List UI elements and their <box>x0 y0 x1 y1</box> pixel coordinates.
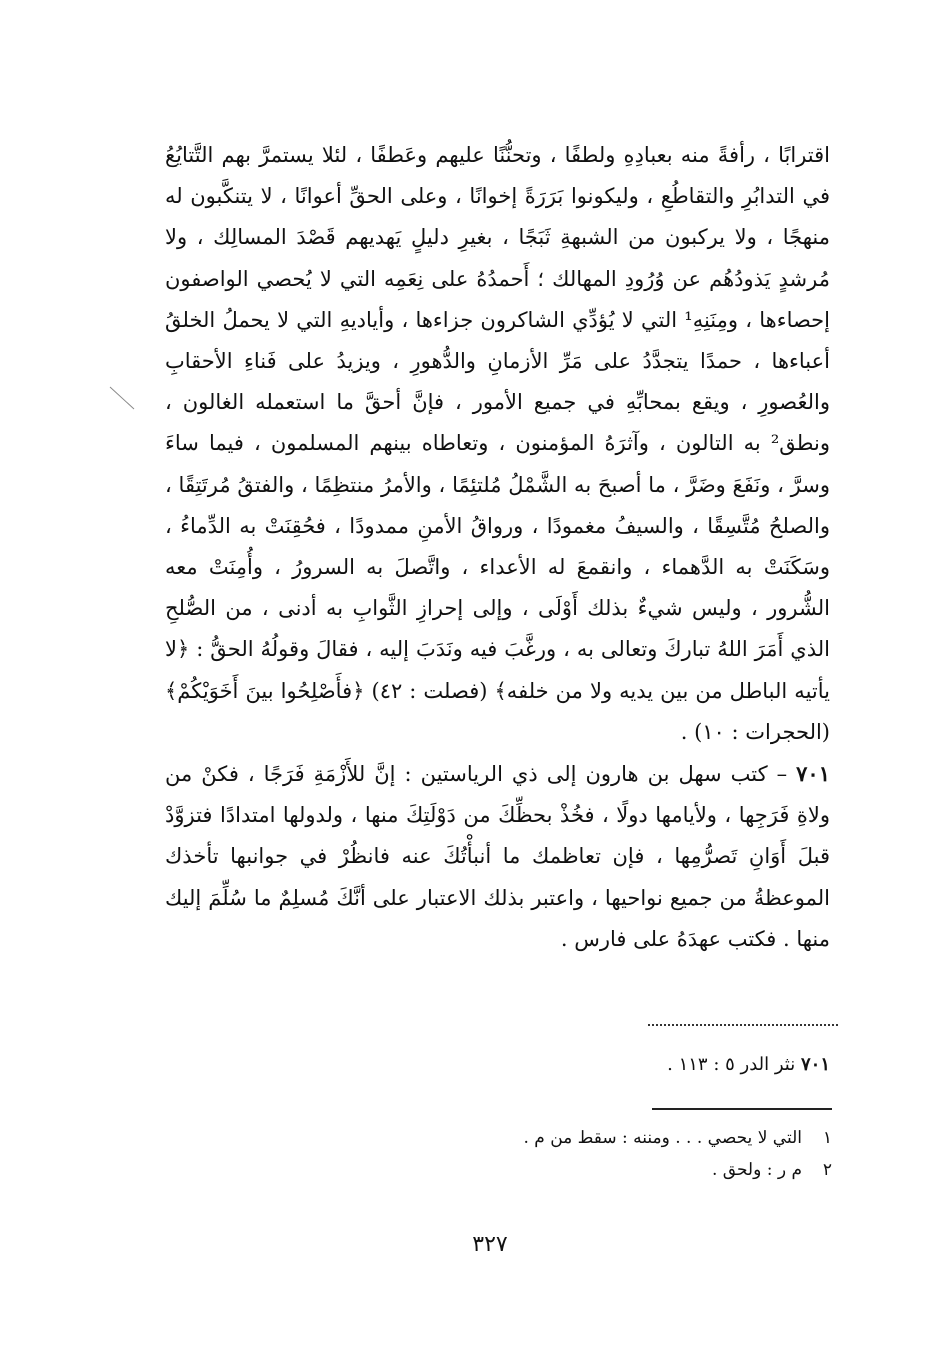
source-note <box>560 1050 830 1080</box>
footnote-text: م ر : ولحق . <box>711 1160 802 1180</box>
dotted-separator <box>648 1024 838 1026</box>
scan-mark <box>108 385 136 413</box>
footnote-2 <box>430 1154 832 1186</box>
footnote-1 <box>430 1122 832 1154</box>
paragraph-2 <box>165 753 830 960</box>
main-text <box>165 135 830 960</box>
page-number: ٣٢٧ <box>472 1232 508 1257</box>
footnote-text: التي لا يحصي . . . ومننه : سقط من م . <box>523 1128 802 1148</box>
footnote-number: ٢ <box>822 1160 832 1180</box>
source-note-text: نثر الدر ٥ : ١١٣ . <box>667 1054 796 1075</box>
paragraph-1: اقترابًا ، رأفةً منه بعبادِهِ ولطفًا ، وتحنُّنًا عليهم وعَطفًا ، لئلا يستمرَّ بهم التَّتايُعُ في التدابُرِ والتقاطُعِ ، وليكونوا بَرَرَةً إخوانًا ، وعلى الحقِّ أعوانًا ، لا يتنكَّبون له منهجًا ، ولا يركبون من الشبهةِ ثَبَجًا ، بغيرِ دليلٍ يَهديهم قَصْدَ المسالِك ، ولا مُرشدٍ يَذودُهُم عن وُرُودِ المهالك ؛ أَحمدُهُ على نِعَمِه التي لا يُحصي الواصفون إحصاءها ، ومِنَنِهِ¹ التي لا يُؤدِّي الشاكرون جزاءها ، وأياديهِ التي لا يحملُ الخلقُ أعباءها ، حمدًا يتجدَّدُ على مَرِّ الأزمانِ والدُّهورِ ، ويزيدُ على فَناءِ الأحقابِ والعُصورِ ، ويقع بمحابِّهِ في جميع الأمور ، فإنَّ أحقَّ ما استعمله الغالون ، ونطق² به التالون ، وآثرَهُ المؤمنون ، وتعاطاه بينهم المسلمون ، فيما ساءَ وسرَّ ، ونَفَعَ وضَرَّ ، ما أصبحَ به الشَّمْلُ مُلتئِمًا ، والأمرُ منتظِمًا ، والفتقُ مُرتَتِقًا ، والصلحُ مُتَّسِقًا ، والسيفُ مغمودًا ، ورواقُ الأمنِ ممدودًا ، فحُقِنَتْ به الدِّماءُ ، وسَكَنَتْ به الدَّهماء ، وانقمعَ له الأعداء ، واتَّصلَ به السرورُ ، وأُمِنَتْ معه الشُّرور ، وليس شيءٌ بذلك أَوْلَى ، وإلى إحرازِ الثَّوابِ به أدنى ، من الصُّلحِ الذي أَمَرَ اللهُ تباركَ وتعالى به ، ورغَّبَ فيه ونَدَبَ إليه ، فقالَ وقولُهُ الحقُّ : ﴿لا يأتيه الباطل من بين يديه ولا من خلفه﴾ (فصلت : ٤٢) ﴿فأَصْلِحُوا بينَ أَخَوَيْكُمْ﴾ (الحجرات : ١٠) . <box>165 143 830 744</box>
footnote-number: ١ <box>822 1128 832 1148</box>
footnote-rule <box>652 1108 832 1110</box>
paragraph-2-text: – كتب سهل بن هارون إلى ذي الرياستين : إنَّ للأَزْمَةِ فَرَجًا ، فكنْ من ولاةِ فَرَجِها ، ولأيامها دولًا ، فخُذْ بحظِّكَ من دَوْلَتِكَ منها ، ولدولها امتدادًا فتزوَّدْ قبلَ أَوَانِ تَصرُّمِها ، فإن تعاظمك ما أنبأْتُكَ عنه فانظُرْ في جوانبها تأخذك الموعظةُ من جميع نواحيها ، واعتبر بذلك الاعتبار على أنَّكَ مُسلِمٌ ما سُلِّمَ إليك منها . فكتب عهدَهُ على فارس . <box>165 762 830 951</box>
source-note-number: ٧٠١ <box>800 1054 830 1075</box>
entry-number: ٧٠١ <box>796 761 830 787</box>
footnotes <box>430 1122 832 1186</box>
